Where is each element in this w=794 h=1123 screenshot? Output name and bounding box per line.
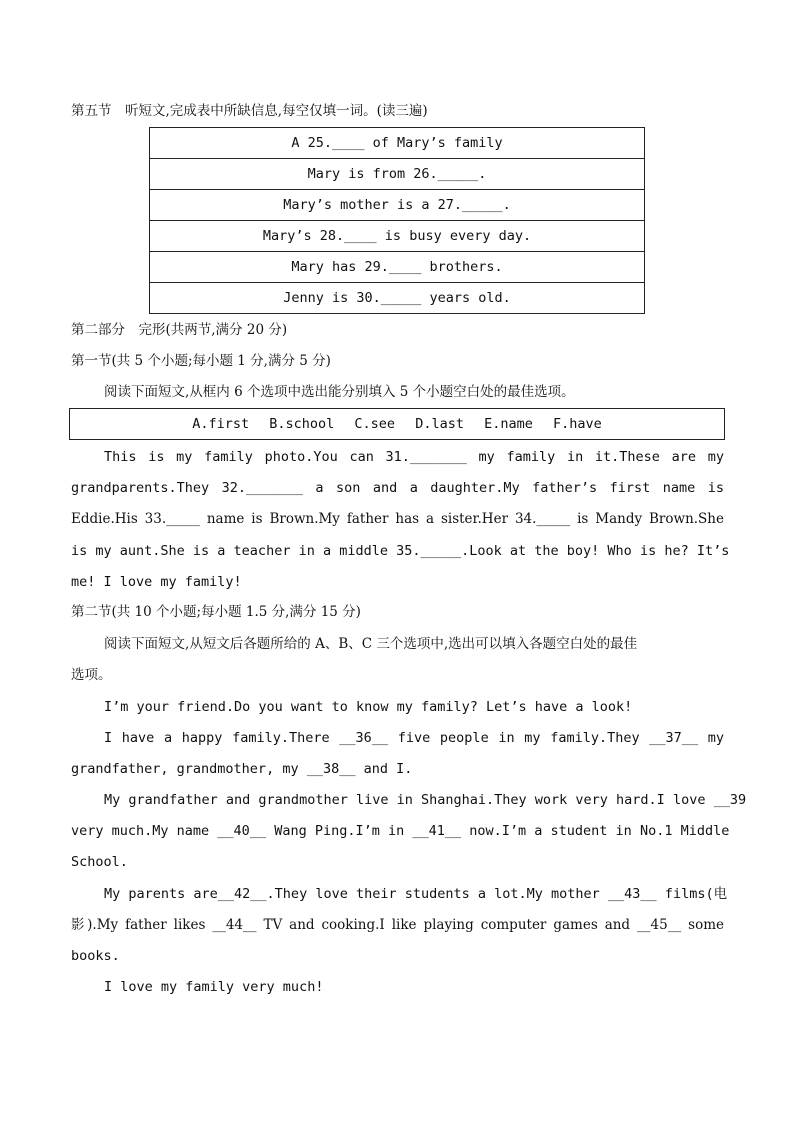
passage2-line: very much.My name __40__ Wang Ping.I’m in __41__ now.I’m a student in No.1 Middle: [71, 823, 730, 839]
passage1-line: grandparents.They 32._______ a son and a daughter.My father’s first name is: [71, 480, 724, 496]
passage2-line: My grandfather and grandmother live in Shanghai.They work very hard.I love __39: [104, 792, 747, 808]
sec1-instruction: 阅读下面短文,从框内 6 个选项中选出能分别填入 5 个小题空白处的最佳选项。: [104, 384, 575, 400]
sec1-heading: 第一节(共 5 个小题;每小题 1 分,满分 5 分): [71, 353, 331, 369]
table-cell: Mary is from 26._____.: [150, 159, 645, 190]
passage2-line: I love my family very much!: [104, 979, 324, 995]
table-row: [150, 190, 645, 221]
table-row: [150, 283, 645, 314]
table-cell: Mary has 29.____ brothers.: [150, 252, 645, 283]
passage2-line: My parents are__42__.They love their students a lot.My mother __43__ films(电: [104, 886, 728, 902]
passage1-line: Eddie.His 33._____ name is Brown.My father has a sister.Her 34._____ is Mandy Brown.She: [71, 511, 724, 527]
section5-heading: 第五节 听短文,完成表中所缺信息,每空仅填一词。(读三遍): [71, 103, 428, 119]
passage2-line: School.: [71, 854, 128, 870]
table-cell: Jenny is 30._____ years old.: [150, 283, 645, 314]
table-cell: Mary’s mother is a 27._____.: [150, 190, 645, 221]
table-row: [150, 221, 645, 252]
table-row: [150, 159, 645, 190]
sec2-instruction: 阅读下面短文,从短文后各题所给的 A、B、C 三个选项中,选出可以填入各题空白处的最佳: [104, 636, 638, 652]
passage2-line: I’m your friend.Do you want to know my family? Let’s have a look!: [104, 699, 633, 715]
sec2-heading: 第二节(共 10 个小题;每小题 1.5 分,满分 15 分): [71, 604, 361, 620]
option-c: C.see: [354, 416, 396, 432]
info-table: [149, 127, 645, 314]
table-row: [150, 252, 645, 283]
option-d: D.last: [415, 416, 464, 432]
option-a: A.first: [192, 416, 250, 432]
option-e: E.name: [484, 416, 533, 432]
passage2-line: grandfather, grandmother, my __38__ and I.: [71, 761, 413, 777]
part2-heading: 第二部分 完形(共两节,满分 20 分): [71, 322, 288, 338]
passage1-line: is my aunt.She is a teacher in a middle 35._____.Look at the boy! Who is he? It’s: [71, 543, 730, 559]
passage2-line: books.: [71, 948, 120, 964]
table-row: [150, 128, 645, 159]
table-cell: A 25.____ of Mary’s family: [150, 128, 645, 159]
options-box: [69, 408, 725, 440]
option-b: B.school: [269, 416, 335, 432]
passage1-line: This is my family photo.You can 31._______ my family in it.These are my: [104, 449, 724, 465]
table-cell: Mary’s 28.____ is busy every day.: [150, 221, 645, 252]
option-f: F.have: [553, 416, 602, 432]
passage2-line: 影).My father likes __44__ TV and cooking.I like playing computer games and __45__ some: [71, 917, 724, 933]
sec2-instruction-cont: 选项。: [71, 667, 112, 683]
passage1-line: me! I love my family!: [71, 574, 242, 590]
passage2-line: I have a happy family.There __36__ five people in my family.They __37__ my: [104, 730, 724, 746]
